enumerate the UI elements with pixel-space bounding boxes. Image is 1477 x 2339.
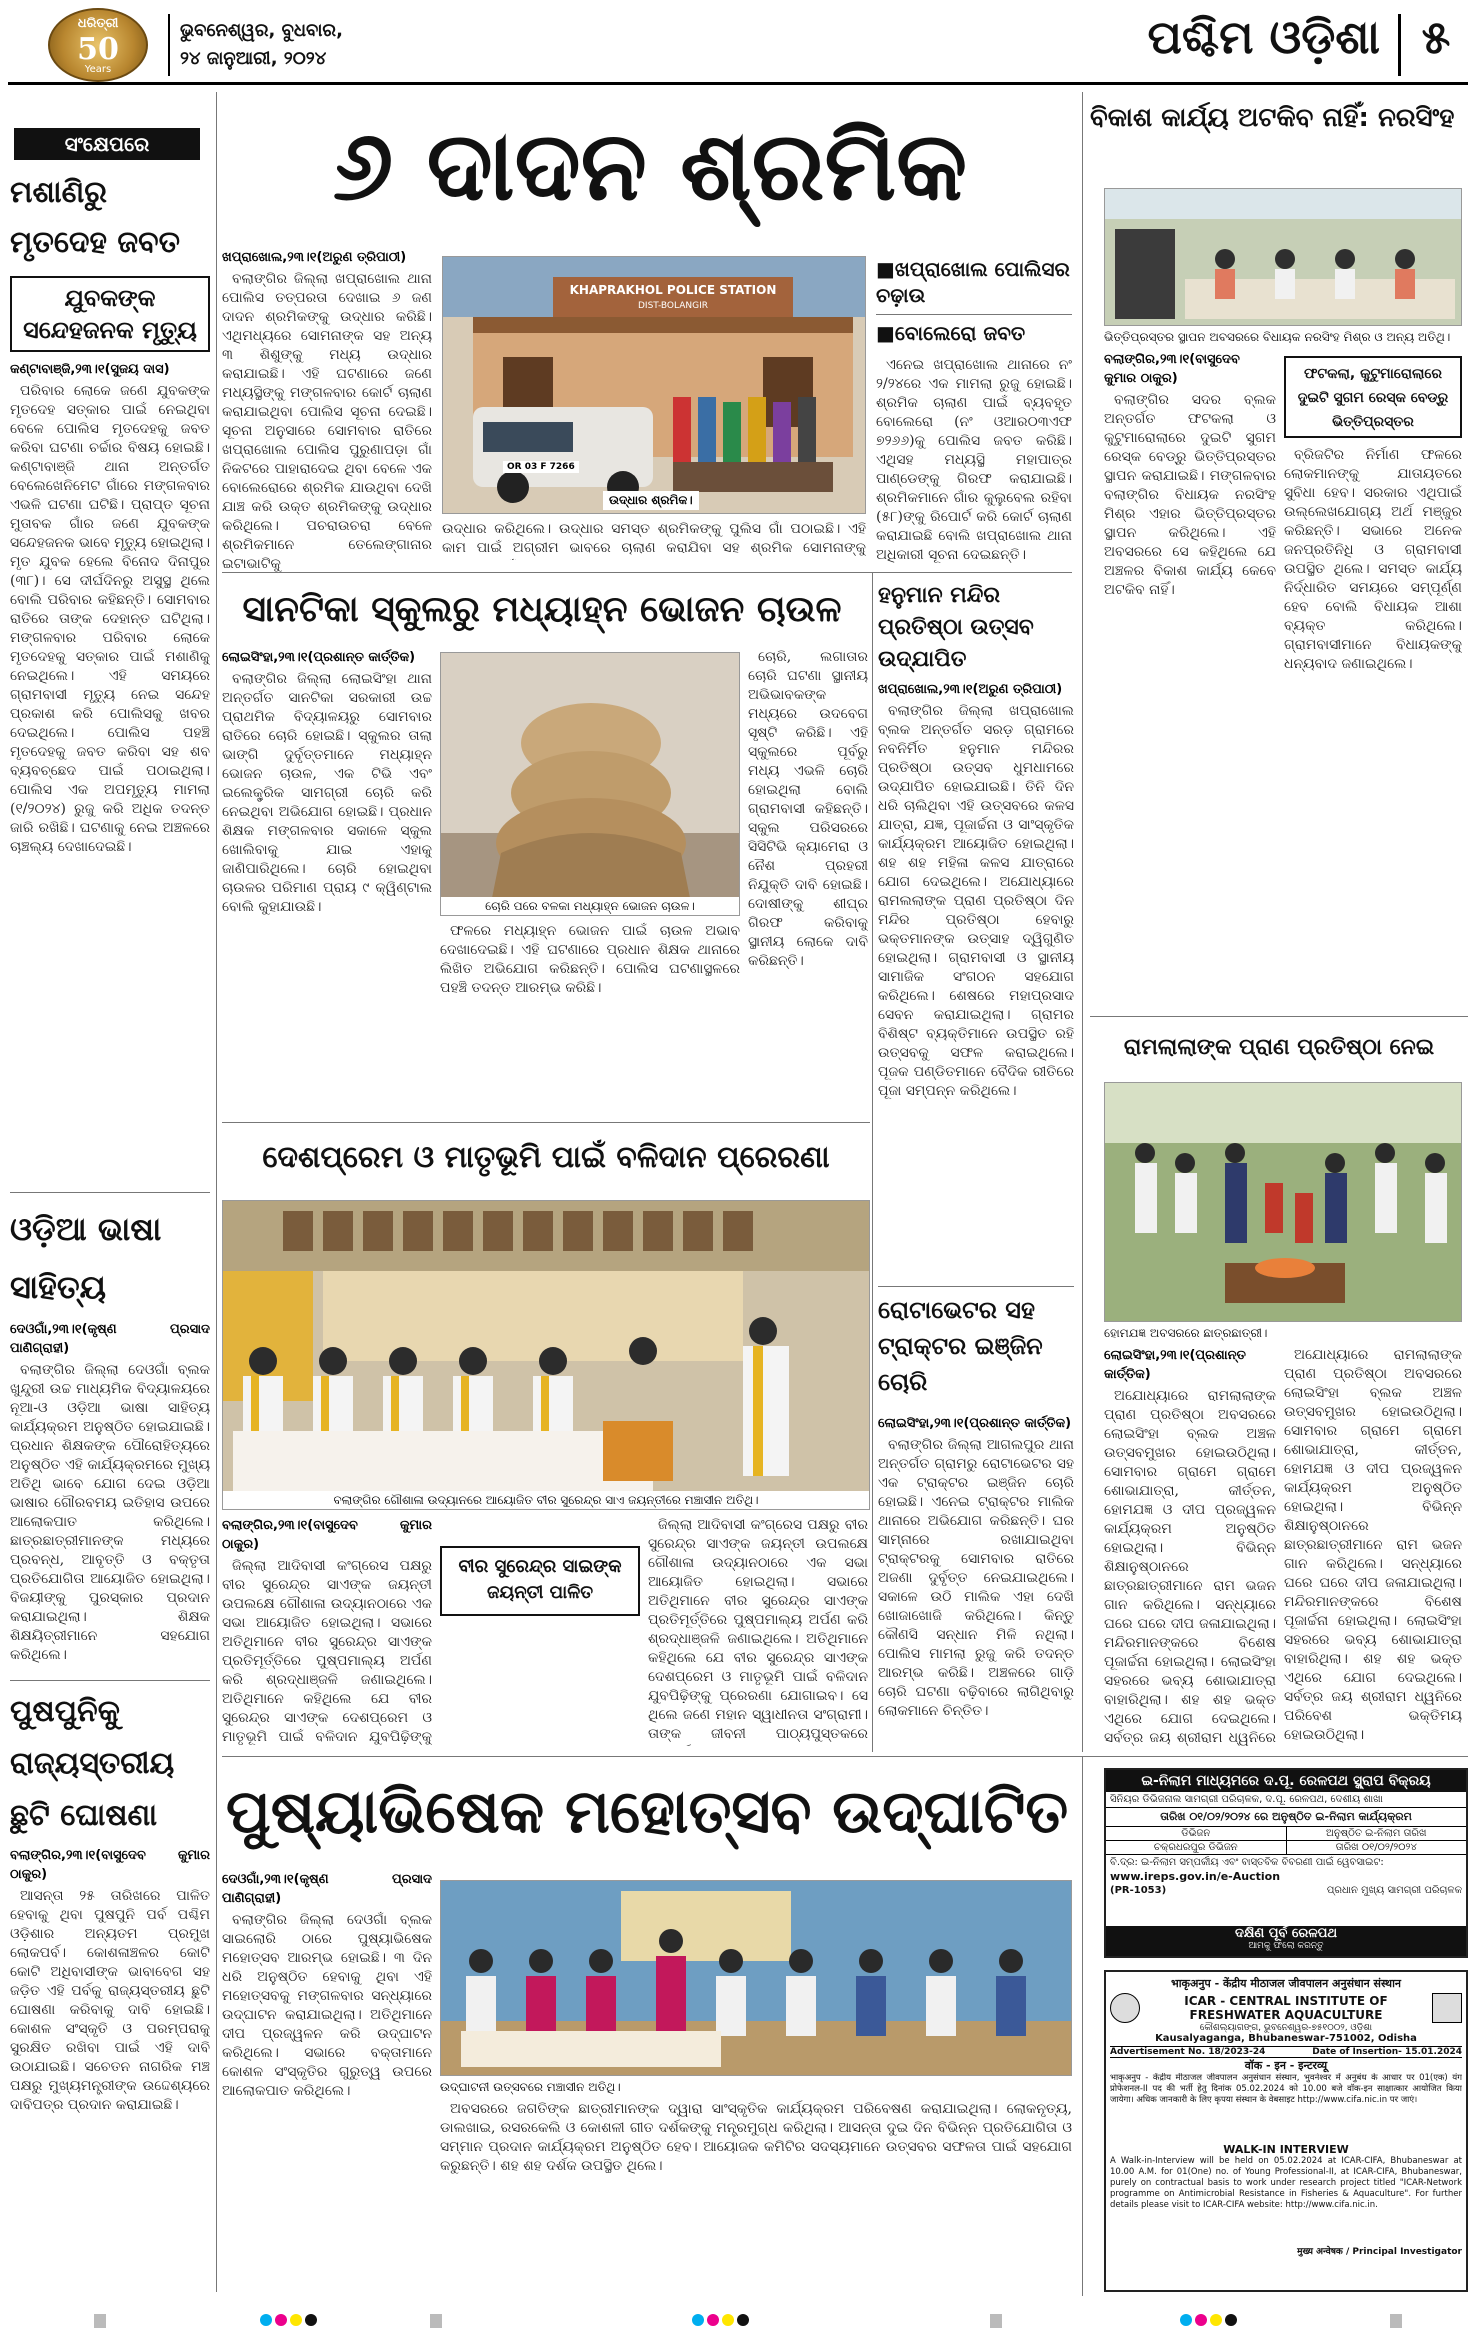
pushya-story-left <box>222 1870 432 2290</box>
column-rule-1 <box>216 92 217 2292</box>
tractor-story <box>878 1414 1074 1750</box>
patriot-photo-caption: ବଲାଙ୍ଗିର ଗୌଶାଳା ଉଦ୍ୟାନରେ ଆୟୋଜିତ ବୀର ସୁରେନ୍ଦ୍ର ସାଏ ଜୟନ୍ତୀରେ ମଞ୍ଚାସୀନ ଅତିଥି। <box>223 1491 869 1510</box>
patriot-body-continued: ଜିଲ୍ଲା ଆଦିବାସୀ କଂଗ୍ରେସ ପକ୍ଷରୁ ବୀର ସୁରେନ୍ଦ୍ର ସାଏଙ୍କ ଜୟନ୍ତୀ ଉପଲକ୍ଷେ ଗୌଶାଳା ଉଦ୍ୟାନଠାରେ ଏକ ସଭା ଆୟୋଜିତ ହୋଇଥିଲା। ସଭାରେ ଅତିଥିମାନେ ବୀର ସୁରେନ୍ଦ୍ର ସାଏଙ୍କ ପ୍ରତିମୂର୍ତ୍ତିରେ ପୁଷ୍ପମାଲ୍ୟ ଅର୍ପଣ କରି ଶ୍ରଦ୍ଧାଞ୍ଜଳି ଜଣାଇଥିଲେ। ଅତିଥିମାନେ କହିଥିଲେ ଯେ ବୀର ସୁରେନ୍ଦ୍ର ସାଏଙ୍କ ଦେଶପ୍ରେମ ଓ ମାତୃଭୂମି ପାଇଁ ବଳିଦାନ ଯୁବପିଢ଼ିଙ୍କୁ ପ୍ରେରଣା ଯୋଗାଇବ। ସେ ଥିଲେ ଜଣେ ମହାନ ସ୍ୱାଧୀନତା ସଂଗ୍ରାମୀ। ତାଙ୍କ ଜୀବନୀ ପାଠ୍ୟପୁସ୍ତକରେ <box>648 1517 868 1742</box>
tractor-dateline: ଲୋଇସିଂହା,୨୩।୧(ପ୍ରଶାନ୍ତ କାର୍ତ୍ତିକ) <box>878 1416 1072 1431</box>
icar-hindi-title: भाकृअनुप - केंद्रीय मीठाजल जीवपालन अनुसंधान संस्थान <box>1170 1977 1402 1990</box>
railway-ad-url[interactable]: www.ireps.gov.in/e-Auction <box>1110 1870 1281 1883</box>
icar-title-line2: FRESHWATER AQUACULTURE <box>1189 2008 1383 2022</box>
railway-ad-note: ବି.ଦ୍ର: ଇ-ନିଲାମ ସମ୍ପର୍କୀୟ ଏବଂ ବାସ୍ତବିକ ବିବରଣୀ ପାଇଁ ୱେବସାଇଟ: <box>1110 1857 1384 1868</box>
pushya-headline: ପୁଷ୍ୟାଭିଷେକ ମହୋତ୍ସବ ଉଦ୍‌ଘାଟିତ <box>225 1777 1069 1847</box>
cyan-dot <box>260 2314 272 2326</box>
midday-headline: ସାନଟିକା ସ୍କୁଲରୁ ମଧ୍ୟାହ୍ନ ଭୋଜନ ଚାଉଳ <box>242 589 842 630</box>
midday-story-left <box>222 648 432 1118</box>
ramlala-photo-graphic <box>1105 1083 1462 1322</box>
rule-lead-bottom <box>222 572 1072 573</box>
brief-label: ସଂକ୍ଷେପରେ <box>14 128 200 160</box>
tractor-body: ବଲାଙ୍ଗିର ଜିଲ୍ଲା ଆଗଲପୁର ଥାନା ଅନ୍ତର୍ଗତ ଗ୍ରାମରୁ ରୋଟାଭେଟର ସହ ଏକ ଟ୍ରାକ୍ଟର ଇଞ୍ଜିନ ଚୋରି ହୋଇଛି। ଏନେଇ ଟ୍ରାକ୍ଟର ମାଲିକ ଥାନାରେ ଅଭିଯୋଗ କରିଛନ୍ତି। ଘର ସାମ୍ନାରେ ରଖାଯାଇଥିବା ଟ୍ରାକ୍ଟରକୁ ସୋମବାର ରାତିରେ ଅଜଣା ଦୁର୍ବୃତ୍ତ ନେଇଯାଇଥିଲେ। ସକାଳେ ଉଠି ମାଲିକ ଏହା ଦେଖି ଖୋଜାଖୋଜି କରିଥିଲେ। କିନ୍ତୁ କୌଣସି ସନ୍ଧାନ ମିଳି ନଥିଲା। ପୋଲିସ ମାମଲା ରୁଜୁ କରି ତଦନ୍ତ ଆରମ୍ଭ କରିଛି। ଅଞ୍ଚଳରେ ଗାଡ଼ି ଚୋରି ଘଟଣା ବଢ଼ିବାରେ ଲାଗିଥିବାରୁ ଲୋକମାନେ ଚିନ୍ତିତ। <box>878 1437 1074 1719</box>
midday-body-left: ବଲାଙ୍ଗିର ଜିଲ୍ଲା ଲୋଇସିଂହା ଥାନା ଅନ୍ତର୍ଗତ ସାନଟିକା ସରକାରୀ ଉଚ୍ଚ ପ୍ରାଥମିକ ବିଦ୍ୟାଳୟରୁ ସୋମବାର ରାତିରେ ଚୋରି ହୋଇଛି। ସ୍କୁଲର ତାଲା ଭାଙ୍ଗି ଦୁର୍ବୃତ୍ତମାନେ ମଧ୍ୟାହ୍ନ ଭୋଜନ ଚାଉଳ, ଏକ ଟିଭି ଏବଂ ଇଲେକ୍ଟ୍ରିକ ସାମଗ୍ରୀ ଚୋରି କରି ନେଇଥିବା ଅଭିଯୋଗ ହୋଇଛି। ପ୍ରଧାନ ଶିକ୍ଷକ ମଙ୍ଗଳବାର ସକାଳେ ସ୍କୁଲ ଖୋଲିବାକୁ ଯାଇ ଏହାକୁ ଜାଣିପାରିଥିଲେ। ଚୋରି ହୋଇଥିବା ଚାଉଳର ପରିମାଣ ପ୍ରାୟ ୯ କ୍ୱିଣ୍ଟାଲ ବୋଲି କୁହାଯାଉଛି। <box>222 671 432 915</box>
column-rule-right <box>1082 92 1083 1752</box>
registration-block-right <box>990 2314 1002 2328</box>
icar-date-insertion: Date of Insertion- 15.01.2024 <box>1312 2047 1462 2057</box>
icar-walkin-english: WALK-IN INTERVIEW <box>1223 2143 1349 2156</box>
patriot-pull-quote: ବୀର ସୁରେନ୍ଦ୍ର ସାଇଙ୍କ ଜୟନ୍ତୀ ପାଳିତ <box>458 1556 622 1603</box>
pushya-photo <box>440 1880 1072 2076</box>
pushpuni-body: ଆସନ୍ତା ୨୫ ତାରିଖରେ ପାଳିତ ହେବାକୁ ଥିବା ପୁଷପୁନି ପର୍ବ ପଶ୍ଚିମ ଓଡ଼ିଶାର ଅନ୍ୟତମ ପ୍ରମୁଖ ଲୋକପର୍ବ। କୋଶଳାଞ୍ଚଳର କୋଟି କୋଟି ଅଧିବାସୀଙ୍କ ଭାବାବେଗ ସହ ଜଡ଼ିତ ଏହି ପର୍ବକୁ ରାଜ୍ୟସ୍ତରୀୟ ଛୁଟି ଘୋଷଣା କରିବାକୁ ଦାବି ହୋଇଛି। କୋଶଳ ସଂସ୍କୃତି ଓ ପରମ୍ପରାକୁ ସୁରକ୍ଷିତ ରଖିବା ପାଇଁ ଏହି ଦାବି ଉଠାଯାଇଛି। ସଚେତନ ନାଗରିକ ମଞ୍ଚ ପକ୍ଷରୁ ମୁଖ୍ୟମନ୍ତ୍ରୀଙ୍କ ଉଦ୍ଦେଶ୍ୟରେ ଦାବିପତ୍ର ପ୍ରଦାନ କରାଯାଇଛି। <box>10 1888 210 2113</box>
patriot-dateline: ବଲାଙ୍ଗିର,୨୩।୧(ବାସୁଦେବ କୁମାର ଠାକୁର) <box>222 1518 432 1552</box>
pushya-dateline: ଦେଓଗାଁ,୨୩।୧(କୃଷ୍ଣ ପ୍ରସାଦ ପାଣିଗ୍ରାହୀ) <box>222 1872 432 1906</box>
registration-block-left <box>94 2314 106 2328</box>
lead-photo-caption: ଉଦ୍ଧାର ଶ୍ରମିକ। <box>603 491 699 510</box>
icar-odia-address: କୌଶଲ୍ୟାଗଙ୍ଗ, ଭୁବନେଶ୍ୱର-୭୫୧୦୦୨, ଓଡ଼ିଶା <box>1199 2023 1373 2033</box>
icar-title-block <box>1144 1994 1428 2022</box>
police-station-district: DIST-BOLANGIR <box>638 301 708 311</box>
ramlala-body: ଅଯୋଧ୍ୟାରେ ରାମଲାଲାଙ୍କ ପ୍ରାଣ ପ୍ରତିଷ୍ଠା ଅବସରରେ ଲୋଇସିଂହା ବ୍ଲକ ଅଞ୍ଚଳ ଉତ୍ସବମୁଖର ହୋଇଉଠିଥିଲା। ସୋମବାର ଗ୍ରାମେ ଗ୍ରାମେ ଶୋଭାଯାତ୍ରା, କୀର୍ତ୍ତନ, ହୋମଯଜ୍ଞ ଓ ଦୀପ ପ୍ରଜ୍ୱଳନ କାର୍ଯ୍ୟକ୍ରମ ଅନୁଷ୍ଠିତ ହୋଇଥିଲା। ବିଭିନ୍ନ ଶିକ୍ଷାନୁଷ୍ଠାନରେ ଛାତ୍ରଛାତ୍ରୀମାନେ ରାମ ଭଜନ ଗାନ କରିଥିଲେ। ସନ୍ଧ୍ୟାରେ ଘରେ ଘରେ ଦୀପ ଜଳାଯାଇଥିଲା। ମନ୍ଦିରମାନଙ୍କରେ ବିଶେଷ ପୂଜାର୍ଚ୍ଚନା ହୋଇଥିଲା। ଲୋଇସିଂହା ସହରରେ ଭବ୍ୟ ଶୋଭାଯାତ୍ରା ବାହାରିଥିଲା। ଶହ ଶହ ଭକ୍ତ ଏଥିରେ ଯୋଗ ଦେଇଥିଲେ। ସର୍ବତ୍ର ଜୟ ଶ୍ରୀରାମ ଧ୍ୱନିରେ <box>1104 1388 1276 1746</box>
page-number: ୫ <box>1421 10 1451 64</box>
railway-ad <box>1104 1768 1468 1958</box>
narasingh-dateline: ବଲାଙ୍ଗିର,୨୩।୧(ବାସୁଦେବ କୁମାର ଠାକୁର) <box>1104 352 1240 386</box>
logo-years-number: 50 <box>77 32 119 67</box>
registration-block-mid <box>430 2314 442 2328</box>
rule-hanuman-bottom <box>878 1286 1074 1287</box>
patriot-story-right <box>648 1516 868 1746</box>
odia-story <box>10 1320 210 1680</box>
icar-ad <box>1104 1970 1468 2292</box>
cyan-dot <box>692 2314 704 2326</box>
icar-walkin-hindi: वॉक - इन - इन्टरव्यू <box>1244 2059 1328 2072</box>
patriot-pull-quote-box <box>440 1546 640 1616</box>
railway-ad-title: ଇ-ନିଲାମ ମାଧ୍ୟମରେ ଦ.ପୂ. ରେଳପଥ ସ୍କ୍ରାପ ବିକ୍ରୟ <box>1106 1770 1466 1792</box>
yellow-dot <box>1210 2314 1222 2326</box>
anniversary-logo <box>48 8 148 82</box>
icar-logo-icon <box>1110 1993 1140 2023</box>
rule-left-1 <box>10 1192 210 1193</box>
railway-ad-sign: ପ୍ରଧାନ ମୁଖ୍ୟ ସାମଗ୍ରୀ ପରିଚାଳକ <box>1326 1885 1462 1896</box>
rule-narasingh-bottom <box>1090 1016 1468 1017</box>
police-station-sign: KHAPRAKHOL POLICE STATION <box>569 283 777 297</box>
pushya-body-right: ଅବସରରେ ଜଗତିଙ୍କ ଛାତ୍ରୀମାନଙ୍କ ଦ୍ୱାରା ସାଂସ୍କୃତିକ କାର୍ଯ୍ୟକ୍ରମ ପରିବେଷଣ କରାଯାଇଥିଲା। ଲୋକନୃତ୍ୟ, ଡାଲଖାଇ, ରସରକେଲି ଓ କୋଶଳୀ ଗୀତ ଦର୍ଶକଙ୍କୁ ମନ୍ତ୍ରମୁଗ୍ଧ କରିଥିଲା। ଆସନ୍ତା ଦୁଇ ଦିନ ବିଭିନ୍ନ ପ୍ରତିଯୋଗିତା ଓ ସମ୍ମାନ ପ୍ରଦାନ କାର୍ଯ୍ୟକ୍ରମ ଅନୁଷ୍ଠିତ ହେବ। ଆୟୋଜକ କମିଟିର ସଦସ୍ୟମାନେ ଉତ୍ସବର ସଫଳତା ପାଇଁ ସହଯୋଗ କରୁଛନ୍ତି। ଶହ ଶହ ଦର୍ଶକ ଉପସ୍ଥିତ ଥିଲେ। <box>440 2101 1072 2174</box>
railway-ad-row-date: ତାରିଖ ୦୧/୦୨/୨୦୨୪ <box>1335 1842 1417 1853</box>
midday-body-right: ଚୋରି, ଲଗାତାର ଚୋରି ଘଟଣା ସ୍ଥାନୀୟ ଅଭିଭାବକଙ୍କ ମଧ୍ୟରେ ଉଦବେଗ ସୃଷ୍ଟି କରିଛି। ଏହି ସ୍କୁଲରେ ପୂର୍ବରୁ ମଧ୍ୟ ଏଭଳି ଚୋରି ହୋଇଥିଲା ବୋଲି ଗ୍ରାମବାସୀ କହିଛନ୍ତି। ସ୍କୁଲ ପରିସରରେ ସିସିଟିଭି କ୍ୟାମେରା ଓ ନୈଶ ପ୍ରହରୀ ନିଯୁକ୍ତି ଦାବି ହୋଇଛି। ଦୋଷୀଙ୍କୁ ଶୀଘ୍ର ଗିରଫ କରିବାକୁ ସ୍ଥାନୀୟ ଲୋକେ ଦାବି କରିଛନ୍ତି। <box>748 649 868 969</box>
hanuman-headline: ହନୁମାନ ମନ୍ଦିର ପ୍ରତିଷ୍ଠା ଉତ୍ସବ ଉଦ୍‌ଯାପିତ <box>878 583 1034 672</box>
narasingh-body-left: ବଲାଙ୍ଗିର ସଦର ବ୍ଲକ ଅନ୍ତର୍ଗତ ଫଟକଲା ଓ କୁଟୁମାରୋଲାରେ ଦୁଇଟି ସୁଗମ ରେସ୍କ ବେଡ୍ରୁ ଭିତ୍ତିପ୍ରସ୍ତର ସ୍ଥାପନ କରାଯାଇଛି। ମଙ୍ଗଳବାର ବଲାଙ୍ଗିର ବିଧାୟକ ନରସିଂହ ମିଶ୍ର ଏହାର ଭିତ୍ତିପ୍ରସ୍ତର ସ୍ଥାପନ କରିଥିଲେ। ଏହି ଅବସରରେ ସେ କହିଥିଲେ ଯେ ଅଞ୍ଚଳର ବିକାଶ କାର୍ଯ୍ୟ କେବେ ଅଟକିବ ନାହିଁ। <box>1104 392 1276 598</box>
narasingh-story-left <box>1104 350 1276 1020</box>
narasingh-photo-caption: ଭିତ୍ତିପ୍ରସ୍ତର ସ୍ଥାପନ ଅବସରରେ ବିଧାୟକ ନରସିଂହ ମିଶ୍ର ଓ ଅନ୍ୟ ଅତିଥି। <box>1104 330 1451 344</box>
railway-ad-col-date: ଅନୁଷ୍ଠିତ ଇ-ନିଲାମ ତାରିଖ <box>1325 1828 1427 1839</box>
hanuman-story <box>878 680 1074 1280</box>
lead-sidebar-item-2: ■ବୋଲେରୋ ଜବତ <box>876 321 1026 345</box>
pushpuni-story <box>10 1846 210 2296</box>
magenta-dot <box>275 2314 287 2326</box>
icar-hindi-body: भाकृअनुप - केंद्रीय मीठाजल जीवपालन अनुसंधान संस्थान, भुवनेश्वर में अनुबंध के आधार पर 01(एक) यंग प्रोफेशनल-II पद की भर्ती हेतु दिनांक 05.02.2024 को 10.00 बजे वॉक-इन साक्षात्कार आयोजित किया जायेगा। अधिक जानकारी के लिए कृपया संस्थान के वेबसाइट http://www.cifa.nic.in पर जाएं। <box>1110 2073 1462 2105</box>
narasingh-headline: ବିକାଶ କାର୍ଯ୍ୟ ଅଟକିବ ନାହିଁ: ନରସିଂହ <box>1090 103 1455 133</box>
railway-ad-ref: (PR-1053) <box>1110 1885 1167 1896</box>
midday-story-right <box>748 648 868 1118</box>
icar-ad-meta <box>1110 2046 1462 2058</box>
pushya-body-left: ବଲାଙ୍ଗିର ଜିଲ୍ଲା ଦେଓଗାଁ ବ୍ଲକ ସାଇଲୋରି ଠାରେ ପୁଷ୍ୟାଭିଷେକ ମହୋତ୍ସବ ଆରମ୍ଭ ହୋଇଛି। ୩ ଦିନ ଧରି ଅନୁଷ୍ଠିତ ହେବାକୁ ଥିବା ଏହି ମହୋତ୍ସବକୁ ମଙ୍ଗଳବାର ସନ୍ଧ୍ୟାରେ ଉଦ୍‌ଘାଟନ କରାଯାଇଥିଲା। ଅତିଥିମାନେ ଦୀପ ପ୍ରଜ୍ୱଳନ କରି ଉଦ୍‌ଘାଟନ କରିଥିଲେ। ସଭାରେ ବକ୍ତାମାନେ କୋଶଳ ସଂସ୍କୃତିର ଗୁରୁତ୍ୱ ଉପରେ ଆଲୋକପାତ କରିଥିଲେ। <box>222 1912 432 2099</box>
color-dots-center <box>692 2314 749 2326</box>
lead-story-mid <box>442 520 866 560</box>
railway-ad-footer-title: ଦକ୍ଷିଣ ପୂର୍ବ ରେଳପଥ <box>1234 1926 1338 1941</box>
patriot-story-left <box>222 1516 432 1746</box>
icar-sign: मुख्य अन्वेषक / Principal Investigator <box>1297 2247 1462 2257</box>
magenta-dot <box>1195 2314 1207 2326</box>
brief-story-2 <box>10 360 210 1230</box>
lead-photo <box>442 256 866 514</box>
masthead-rule <box>8 82 1468 85</box>
railway-ad-heading: ତାରିଖ ୦୧/୦୨/୨୦୨୪ ରେ ଅନୁଷ୍ଠିତ ଇ-ନିଲାମ କାର୍ଯ୍ୟକ୍ରମ <box>1106 1807 1466 1827</box>
registration-marks <box>0 2310 1477 2334</box>
hanuman-dateline: ଖପ୍ରାଖୋଲ,୨୩।୧(ଅରୁଣ ତ୍ରିପାଠୀ) <box>878 682 1063 697</box>
pushya-photo-caption: ଉଦ୍‌ଘାଟନୀ ଉତ୍ସବରେ ମଞ୍ଚାସୀନ ଅତିଥି। <box>440 2080 621 2094</box>
midday-body-mid: ଫଳରେ ମଧ୍ୟାହ୍ନ ଭୋଜନ ପାଇଁ ଚାଉଳ ଅଭାବ ଦେଖାଦେଇଛି। ଏହି ଘଟଣାରେ ପ୍ରଧାନ ଶିକ୍ଷକ ଥାନାରେ ଲିଖିତ ଅଭିଯୋଗ କରିଛନ୍ତି। ପୋଲିସ ଘଟଣାସ୍ଥଳରେ ପହଞ୍ଚି ତଦନ୍ତ ଆରମ୍ଭ କରିଛି। <box>440 923 740 996</box>
brief-headline-2: ଯୁବକଙ୍କ ସନ୍ଦେହଜନକ ମୃତ୍ୟୁ <box>23 284 197 344</box>
masthead <box>20 8 1460 82</box>
ramlala-body-continued: ଅଯୋଧ୍ୟାରେ ରାମଲାଲାଙ୍କ ପ୍ରାଣ ପ୍ରତିଷ୍ଠା ଅବସରରେ ଲୋଇସିଂହା ବ୍ଲକ ଅଞ୍ଚଳ ଉତ୍ସବମୁଖର ହୋଇଉଠିଥିଲା। ସୋମବାର ଗ୍ରାମେ ଗ୍ରାମେ ଶୋଭାଯାତ୍ରା, କୀର୍ତ୍ତନ, ହୋମଯଜ୍ଞ ଓ ଦୀପ ପ୍ରଜ୍ୱଳନ କାର୍ଯ୍ୟକ୍ରମ ଅନୁଷ୍ଠିତ ହୋଇଥିଲା। ବିଭିନ୍ନ ଶିକ୍ଷାନୁଷ୍ଠାନରେ ଛାତ୍ରଛାତ୍ରୀମାନେ ରାମ ଭଜନ ଗାନ କରିଥିଲେ। ସନ୍ଧ୍ୟାରେ ଘରେ ଘରେ ଦୀପ ଜଳାଯାଇଥିଲା। ମନ୍ଦିରମାନଙ୍କରେ ବିଶେଷ ପୂଜାର୍ଚ୍ଚନା ହୋଇଥିଲା। ଲୋଇସିଂହା ସହରରେ ଭବ୍ୟ ଶୋଭାଯାତ୍ରା ବାହାରିଥିଲା। ଶହ ଶହ ଭକ୍ତ ଏଥିରେ ଯୋଗ ଦେଇଥିଲେ। ସର୍ବତ୍ର ଜୟ ଶ୍ରୀରାମ ଧ୍ୱନିରେ ପରିବେଶ ଭକ୍ତିମୟ ହୋଇଉଠିଥିଲା। <box>1284 1347 1462 1743</box>
registration-block-far-right <box>1390 2314 1402 2328</box>
patriot-body: ଜିଲ୍ଲା ଆଦିବାସୀ କଂଗ୍ରେସ ପକ୍ଷରୁ ବୀର ସୁରେନ୍ଦ୍ର ସାଏଙ୍କ ଜୟନ୍ତୀ ଉପଲକ୍ଷେ ଗୌଶାଳା ଉଦ୍ୟାନଠାରେ ଏକ ସଭା ଆୟୋଜିତ ହୋଇଥିଲା। ସଭାରେ ଅତିଥିମାନେ ବୀର ସୁରେନ୍ଦ୍ର ସାଏଙ୍କ ପ୍ରତିମୂର୍ତ୍ତିରେ ପୁଷ୍ପମାଲ୍ୟ ଅର୍ପଣ କରି ଶ୍ରଦ୍ଧାଞ୍ଜଳି ଜଣାଇଥିଲେ। ଅତିଥିମାନେ କହିଥିଲେ ଯେ ବୀର ସୁରେନ୍ଦ୍ର ସାଏଙ୍କ ଦେଶପ୍ରେମ ଓ ମାତୃଭୂମି ପାଇଁ ବଳିଦାନ ଯୁବପିଢ଼ିଙ୍କୁ <box>222 1558 432 1745</box>
lead-sidebar <box>876 256 1072 352</box>
ramlala-story-left <box>1104 1346 1276 1746</box>
black-dot <box>1225 2314 1237 2326</box>
icar-header-row <box>1110 1993 1462 2023</box>
railway-ad-row-division: ଚକ୍ରଧରପୁର ଡିଭିଜନ <box>1106 1841 1287 1854</box>
railway-ad-table-header <box>1106 1827 1466 1841</box>
railway-ad-footer-sub: ଆମକୁ ଫଲୋ କରନ୍ତୁ <box>1248 1941 1324 1951</box>
logo-title: ଧରିତ୍ରୀ <box>77 16 119 31</box>
midday-story-mid <box>440 922 740 1112</box>
column-rule-mid <box>872 572 873 1752</box>
lead-body-right: ଏନେଇ ଖପ୍ରାଖୋଲ ଥାନାରେ ନଂ ୨/୨୪ରେ ଏକ ମାମଲା ରୁଜୁ ହୋଇଛି। ଶ୍ରମିକ ଚାଲାଣ ପାଇଁ ବ୍ୟବହୃତ ବୋଲେରୋ (ନଂ ଓଆର୦୩ଏଫ ୭୨୬୬)କୁ ପୋଲିସ ଜବତ କରିଛି। ଏଥିସହ ମଧ୍ୟସ୍ଥି ମହାପାତ୍ର ପାଣ୍ଡେଙ୍କୁ ଗିରଫ କରାଯାଇଛି। ଶ୍ରମିକମାନେ ଗାଁର କୁଲୁବେଲ ରହିବା (୫୮)ଙ୍କୁ ରିପୋର୍ଟ କରି କୋର୍ଟ ଚାଲାଣ କରାଯାଇଛି ବୋଲି ଖପ୍ରାଖୋଲ ଥାନା ଅଧିକାରୀ ସୂଚନା ଦେଇଛନ୍ତି। <box>876 357 1072 563</box>
railway-ad-line1: ସିନିୟର ଡିଭିଜନାଲ ସାମଗ୍ରୀ ପରିଚାଳକ, ଦ.ପୂ. ରେଳପଥ, ଦେଶୀୟ ଶାଖା <box>1110 1794 1383 1805</box>
lead-dateline: ଖପ୍ରାଖୋଲ,୨୩।୧(ଅରୁଣ ତ୍ରିପାଠୀ) <box>222 250 407 265</box>
lead-body-left: ବଲାଙ୍ଗିର ଜିଲ୍ଲା ଖପ୍ରାଖୋଲ ଥାନା ପୋଲିସ ତତ୍ପରତା ଦେଖାଇ ୬ ଜଣ ଦାଦନ ଶ୍ରମିକଙ୍କୁ ଉଦ୍ଧାର କରିଛି। ଏଥିମଧ୍ୟରେ ସୋମନାଙ୍କ ସହ ଅନ୍ୟ ୩ ଶିଶୁଙ୍କୁ ମଧ୍ୟ ଉଦ୍ଧାର କରାଯାଇଛି। ଏହି ଘଟଣାରେ ଜଣେ ମଧ୍ୟସ୍ଥିଙ୍କୁ ମଙ୍ଗଳବାର କୋର୍ଟ ଚାଲାଣ କରାଯାଇଥିବା ପୋଲିସ ସୂଚନା ଦେଇଛି। ସୂଚନା ଅନୁସାରେ ସୋମବାର ରାତିରେ ଖପ୍ରାଖୋଲ ପୋଲିସ ପୁରୁଣାପଡ଼ା ଗାଁ ନିକଟରେ ପାହାରାଦେଇ ଥିବା ବେଳେ ଏକ ବୋଲେରୋରେ ଶ୍ରମିକ ଯାଉଥିବା ଦେଖି ଯାଞ୍ଚ କରି ଉକ୍ତ ଶ୍ରମିକଙ୍କୁ ଉଦ୍ଧାର କରିଥିଲେ। ପଚରାଉଚରା ବେଳେ ଶ୍ରମିକମାନେ ତେଲେଙ୍ଗାନାର ଇଟାଭାଟିକୁ <box>222 271 432 572</box>
brief-headline-2-box <box>10 276 210 352</box>
rule-left-2 <box>10 1680 210 1681</box>
narasingh-subhead: ଫଟକଲା, କୁଟୁମାରୋଲାରେ ଦୁଇଟି ସୁଗମ ରେସ୍କ ବେଡ୍ରୁ ଭିତ୍ତିପ୍ରସ୍ତର <box>1297 366 1449 430</box>
narasingh-photo-graphic <box>1105 189 1462 326</box>
hanuman-body: ବଲାଙ୍ଗିର ଜିଲ୍ଲା ଖପ୍ରାଖୋଲ ବ୍ଲକ ଅନ୍ତର୍ଗତ ସରଡ଼ ଗ୍ରାମରେ ନବନିର୍ମିତ ହନୁମାନ ମନ୍ଦିରର ପ୍ରତିଷ୍ଠା ଉତ୍ସବ ଧୁମଧାମରେ ଉଦ୍‌ଯାପିତ ହୋଇଯାଇଛି। ତିନି ଦିନ ଧରି ଚାଲିଥିବା ଏହି ଉତ୍ସବରେ କଳସ ଯାତ୍ରା, ଯଜ୍ଞ, ପୂଜାର୍ଚ୍ଚନା ଓ ସାଂସ୍କୃତିକ କାର୍ଯ୍ୟକ୍ରମ ଆୟୋଜିତ ହୋଇଥିଲା। ଶହ ଶହ ମହିଳା କଳସ ଯାତ୍ରାରେ ଯୋଗ ଦେଇଥିଲେ। ଅଯୋଧ୍ୟାରେ ରାମଲଲାଙ୍କ ପ୍ରାଣ ପ୍ରତିଷ୍ଠା ଦିନ ମନ୍ଦିର ପ୍ରତିଷ୍ଠା ହେବାରୁ ଭକ୍ତମାନଙ୍କ ଉତ୍ସାହ ଦ୍ୱିଗୁଣିତ ହୋଇଥିଲା। ଗ୍ରାମବାସୀ ଓ ସ୍ଥାନୀୟ ସାମାଜିକ ସଂଗଠନ ସହଯୋଗ କରିଥିଲେ। ଶେଷରେ ମହାପ୍ରସାଦ ସେବନ କରାଯାଇଥିଲା। ଗ୍ରାମର ବିଶିଷ୍ଟ ବ୍ୟକ୍ତିମାନେ ଉପସ୍ଥିତ ରହି ଉତ୍ସବକୁ ସଫଳ କରାଇଥିଲେ। ପୂଜକ ପଣ୍ଡିତମାନେ ବୈଦିକ ରୀତିରେ ପୂଜା ସମ୍ପନ୍ନ କରିଥିଲେ। <box>878 703 1074 1099</box>
odia-story-dateline: ଦେଓଗାଁ,୨୩।୧(କୃଷ୍ଣ ପ୍ରସାଦ ପାଣିଗ୍ରାହୀ) <box>10 1322 210 1356</box>
lead-sidebar-item-1: ■ଖପ୍ରାଖୋଲ ପୋଲିସର ଚଢ଼ାଉ <box>876 257 1070 307</box>
logo-years-label: Years <box>84 64 112 75</box>
tractor-headline: ରୋଟାଭେଟର ସହ ଟ୍ରାକ୍ଟର ଇଞ୍ଜିନ ଚୋରି <box>878 1296 1043 1396</box>
midday-photo <box>440 652 740 916</box>
masthead-divider-left <box>168 14 170 76</box>
icar-address: Kausalyaganga, Bhubaneswar-751002, Odisha <box>1155 2033 1417 2044</box>
narasingh-story-right <box>1284 446 1462 1016</box>
patriot-photo-graphic <box>223 1201 870 1510</box>
vehicle-number-plate: OR 03 F 7266 <box>503 461 579 473</box>
pushpuni-dateline: ବଲାଙ୍ଗିର,୨୩।୧(ବାସୁଦେବ କୁମାର ଠାକୁର) <box>10 1848 210 1882</box>
masthead-section-title: ପଶ୍ଚିମ ଓଡ଼ିଶା <box>1147 10 1380 64</box>
icar-adv-no: Advertisement No. 18/2023-24 <box>1110 2047 1266 2057</box>
icar-title-line1: ICAR - CENTRAL INSTITUTE OF <box>1184 1994 1388 2008</box>
ramlala-dateline: ଲୋଇସିଂହା,୨୩।୧(ପ୍ରଶାନ୍ତ କାର୍ତ୍ତିକ) <box>1104 1348 1246 1382</box>
railway-ad-footer <box>1106 1926 1466 1956</box>
railway-ad-col-division: ଡିଭିଜନ <box>1106 1827 1287 1840</box>
cifa-logo-icon <box>1432 1993 1462 2023</box>
odia-story-body: ବଲାଙ୍ଗିର ଜିଲ୍ଲା ଦେଓଗାଁ ବ୍ଲକ ଖୁନ୍ଦୁରୀ ଉଚ୍ଚ ମାଧ୍ୟମିକ ବିଦ୍ୟାଳୟରେ ନୂଆ-ଓ ଓଡ଼ିଆ ଭାଷା ସାହିତ୍ୟ କାର୍ଯ୍ୟକ୍ରମ ଅନୁଷ୍ଠିତ ହୋଇଯାଇଛି। ପ୍ରଧାନ ଶିକ୍ଷକଙ୍କ ପୌରୋହିତ୍ୟରେ ଅନୁଷ୍ଠିତ ଏହି କାର୍ଯ୍ୟକ୍ରମରେ ମୁଖ୍ୟ ଅତିଥି ଭାବେ ଯୋଗ ଦେଇ ଓଡ଼ିଆ ଭାଷାର ଗୌରବମୟ ଇତିହାସ ଉପରେ ଆଲୋକପାତ କରିଥିଲେ। ଛାତ୍ରଛାତ୍ରୀମାନଙ୍କ ମଧ୍ୟରେ ପ୍ରବନ୍ଧ, ଆବୃତ୍ତି ଓ ବକ୍ତୃତା ପ୍ରତିଯୋଗିତା ଆୟୋଜିତ ହୋଇଥିଲା। ବିଜୟୀଙ୍କୁ ପୁରସ୍କାର ପ୍ରଦାନ କରାଯାଇଥିଲା। ଶିକ୍ଷକ ଶିକ୍ଷୟିତ୍ରୀମାନେ ସହଯୋଗ କରିଥିଲେ। <box>10 1362 210 1663</box>
narasingh-body-right: ବ୍ରିଜଟିର ନିର୍ମାଣ ଫଳରେ ଲୋକମାନଙ୍କୁ ଯାତାୟତରେ ସୁବିଧା ହେବ। ସରକାର ଏଥିପାଇଁ ଉଲ୍ଲେଖଯୋଗ୍ୟ ଅର୍ଥ ମଞ୍ଜୁର କରିଛନ୍ତି। ସଭାରେ ଅନେକ ଜନପ୍ରତିନିଧି ଓ ଗ୍ରାମବାସୀ ଉପସ୍ଥିତ ଥିଲେ। ସମସ୍ତ କାର୍ଯ୍ୟ ନିର୍ଦ୍ଧାରିତ ସମୟରେ ସମ୍ପୂର୍ଣ୍ଣ ହେବ ବୋଲି ବିଧାୟକ ଆଶା ବ୍ୟକ୍ତ କରିଥିଲେ। ଗ୍ରାମବାସୀମାନେ ବିଧାୟକଙ୍କୁ ଧନ୍ୟବାଦ ଜଣାଇଥିଲେ। <box>1284 447 1462 672</box>
brief-headline-1: ମଶାଣିରୁ ମୃତଦେହ ଜବତ <box>10 175 181 260</box>
rule-bottom-section <box>222 1756 1468 1757</box>
brief-story-2-body: ପରିବାର ଲୋକେ ଜଣେ ଯୁବକଙ୍କ ମୃତଦେହ ସତ୍କାର ପାଇଁ ନେଇଥିବା ବେଳେ ପୋଲିସ ମୃତଦେହକୁ ଜବତ କରିବା ଘଟଣା ଚର୍ଚ୍ଚାର ବିଷୟ ହୋଇଛି। କଣ୍ଟାବାଞ୍ଜି ଥାନା ଅନ୍ତର୍ଗତ ବେଲେଖେନିମେଟ ଗାଁରେ ମଙ୍ଗଳବାର ଏଭଳି ଘଟଣା ଘଟିଛି। ପ୍ରାପ୍ତ ସୂଚନା ମୁତାବକ ଗାଁର ଜଣେ ଯୁବକଙ୍କ ସନ୍ଦେହଜନକ ଭାବେ ମୃତ୍ୟୁ ହୋଇଥିଲା। ମୃତ ଯୁବକ ହେଲେ ବିନୋଦ ଦିନାପୁର (୩୮)। ସେ ଦୀର୍ଘଦିନରୁ ଅସୁସ୍ଥ ଥିଲେ ବୋଲି ପରିବାର କହିଛନ୍ତି। ସୋମବାର ରାତିରେ ତାଙ୍କ ଦେହାନ୍ତ ଘଟିଥିଲା। ମଙ୍ଗଳବାର ପରିବାର ଲୋକେ ମୃତଦେହକୁ ସତ୍କାର ପାଇଁ ମଶାଣିକୁ ନେଇଥିଲେ। ଏହି ସମୟରେ ଗ୍ରାମବାସୀ ମୃତ୍ୟୁ ନେଇ ସନ୍ଦେହ ପ୍ରକାଶ କରି ପୋଲିସକୁ ଖବର ଦେଇଥିଲେ। ପୋଲିସ ପହଞ୍ଚି ମୃତଦେହକୁ ଜବତ କରିବା ସହ ଶବ ବ୍ୟବଚ୍ଛେଦ ପାଇଁ ପଠାଇଥିଲା। ପୋଲିସ ଏକ ଅପମୃତ୍ୟୁ ମାମଲା (୧/୨୦୨୪) ରୁଜୁ କରି ଅଧିକ ତଦନ୍ତ ଜାରି ରଖିଛି। ଘଟଣାକୁ ନେଇ ଅଞ୍ଚଳରେ ଚାଞ୍ଚଲ୍ୟ ଦେଖାଦେଇଛି। <box>10 383 210 855</box>
ramlala-photo-caption: ହୋମଯଜ୍ଞ ଅବସରରେ ଛାତ୍ରଛାତ୍ରୀ। <box>1104 1326 1268 1340</box>
odia-story-headline: ଓଡ଼ିଆ ଭାଷା ସାହିତ୍ୟ <box>10 1210 162 1306</box>
rule-midday-bottom <box>222 1122 870 1123</box>
masthead-place: ଭୁବନେଶ୍ୱର, ବୁଧବାର, <box>180 20 343 41</box>
midday-photo-caption: ଚୋରି ପରେ ବଳକା ମଧ୍ୟାହ୍ନ ଭୋଜନ ଚାଉଳ। <box>441 897 739 916</box>
lead-story-right <box>876 356 1072 566</box>
patriot-photo <box>222 1200 870 1510</box>
railway-ad-table-row <box>1106 1841 1466 1855</box>
railway-ad-ref-row <box>1106 1883 1466 1898</box>
narasingh-photo <box>1104 188 1462 326</box>
lead-body-mid: ଉଦ୍ଧାର କରିଥିଲେ। ଉଦ୍ଧାର ସମସ୍ତ ଶ୍ରମିକଙ୍କୁ ପୁଲିସ ଗାଁ ପଠାଇଛି। ଏହି କାମ ପାଇଁ ଅଗ୍ରୀମ ଭାବରେ ଚାଲାଣ କରାଯିବା ସହ ଶ୍ରମିକ ସୋମନାଙ୍କୁ <box>442 521 866 556</box>
midday-dateline: ଲୋଇସିଂହା,୨୩।୧(ପ୍ରଶାନ୍ତ କାର୍ତ୍ତିକ) <box>222 650 416 665</box>
black-dot <box>305 2314 317 2326</box>
cyan-dot <box>1180 2314 1192 2326</box>
masthead-divider-right <box>1398 14 1401 76</box>
ramlala-story-right <box>1284 1346 1462 1746</box>
ramlala-headline: ରାମଲାଲାଙ୍କ ପ୍ରାଣ ପ୍ରତିଷ୍ଠା ନେଇ <box>1123 1035 1435 1060</box>
lead-headline: ୬ ଦାଦନ ଶ୍ରମିକ <box>332 110 968 222</box>
black-dot <box>737 2314 749 2326</box>
ramlala-photo <box>1104 1082 1462 1322</box>
masthead-date: ୨୪ ଜାନୁଆରୀ, ୨୦୨୪ <box>180 48 327 69</box>
pushya-photo-graphic <box>441 1881 1072 2076</box>
rice-sacks-graphic <box>441 653 740 916</box>
column-rule-bottom <box>1082 1756 1083 2296</box>
brief-story-2-dateline: କଣ୍ଟାବାଞ୍ଜି,୨୩।୧(ସୁଜୟ ଦାସ) <box>10 362 170 377</box>
color-dots-right <box>1180 2314 1237 2326</box>
yellow-dot <box>290 2314 302 2326</box>
yellow-dot <box>722 2314 734 2326</box>
narasingh-subhead-box <box>1284 356 1462 438</box>
patriot-headline: ଦେଶପ୍ରେମ ଓ ମାତୃଭୂମି ପାଇଁ ବଳିଦାନ ପ୍ରେରଣା <box>262 1140 830 1175</box>
pushya-story-right <box>440 2100 1072 2290</box>
magenta-dot <box>707 2314 719 2326</box>
lead-sidebar-rule <box>876 314 1072 315</box>
pushpuni-headline: ପୁଷପୁନିକୁ ରାଜ୍ୟସ୍ତରୀୟ ଛୁଟି ଘୋଷଣା <box>10 1694 175 1833</box>
color-dots-left <box>260 2314 317 2326</box>
icar-english-body: A Walk-in-Interview will be held on 05.02.2024 at ICAR-CIFA, Bhubaneswar at 10.00 A.M. for 01(One) no. of Young Professional-II, at ICAR-CIFA, Bhubaneswar, purely on contractual basis to work under research project titled "ICAR-Network programme on Antimicrobial Resistance in Fisheries & Aquaculture". For further details please visit to ICAR-CIFA website: http://www.cifa.nic.in. <box>1110 2156 1462 2210</box>
